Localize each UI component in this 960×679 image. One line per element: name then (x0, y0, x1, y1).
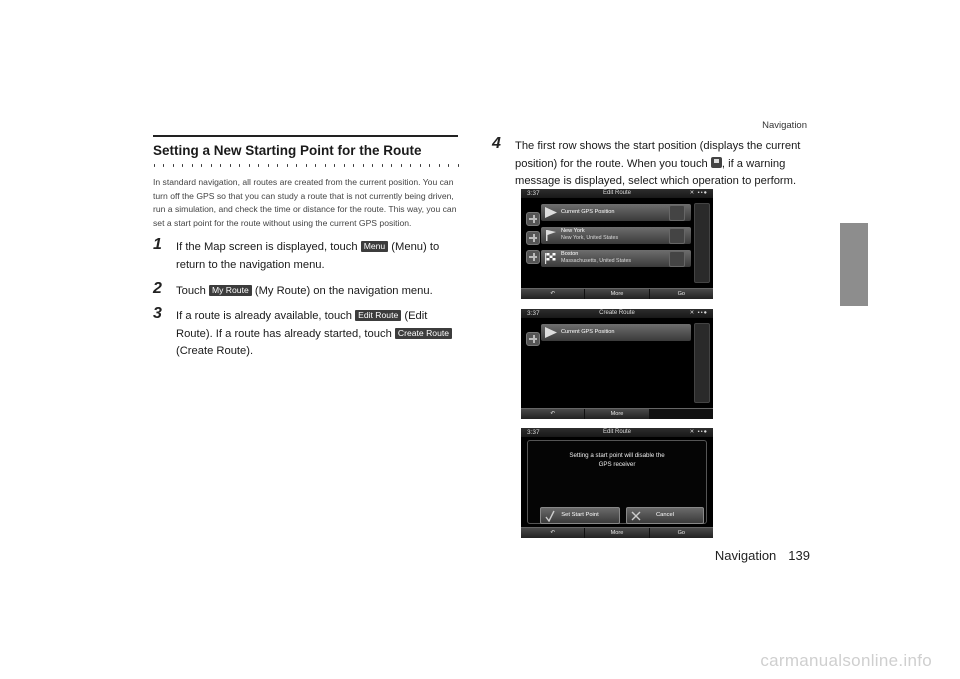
step-text: (Menu) to return to the navigation menu. (176, 241, 440, 271)
empty-slot (650, 409, 713, 419)
step-4 (492, 135, 812, 191)
status-bar (521, 189, 713, 198)
step-1 (153, 236, 458, 274)
status-icons: ✕ ▪•● (689, 310, 708, 316)
scrollbar[interactable] (694, 323, 710, 403)
step-number: 2 (153, 279, 162, 297)
row-subtitle: Massachusetts, United States (561, 258, 632, 264)
clock: 3:37 (527, 310, 540, 317)
go-button[interactable]: Go (677, 291, 686, 297)
message-line: Setting a start point will disable the (569, 452, 665, 459)
row-subtitle: New York, United States (561, 235, 619, 241)
cancel-button[interactable] (626, 507, 704, 524)
more-button[interactable]: More (585, 409, 649, 419)
checkered-flag-icon (544, 252, 558, 265)
create-route-screenshot (521, 309, 713, 419)
bottom-bar (521, 408, 713, 419)
watermark: carmanualsonline.info (760, 651, 932, 670)
menu-chip: Menu (361, 241, 389, 252)
title-rule (153, 135, 458, 137)
create-route-chip: Create Route (395, 328, 452, 339)
go-button[interactable]: Go (677, 530, 686, 536)
button-label: Set Start Point (561, 512, 599, 518)
step-text: Touch (176, 284, 209, 297)
warning-screenshot (521, 428, 713, 538)
step-number: 1 (153, 236, 162, 254)
step-text: The first row shows the start position (displays the current position) for the route. When you touch (515, 140, 801, 170)
edit-route-chip: Edit Route (355, 310, 401, 321)
dotted-divider (153, 164, 458, 167)
flag-button[interactable] (669, 205, 685, 221)
more-button[interactable]: More (585, 289, 649, 299)
edit-route-screenshot (521, 189, 713, 299)
row-name: Current GPS Position (561, 329, 615, 335)
dialog-area (521, 437, 713, 527)
back-button[interactable]: ↶ (521, 289, 585, 299)
running-head: Navigation (762, 120, 807, 131)
set-start-point-button[interactable] (540, 507, 620, 524)
start-arrow-icon (544, 206, 558, 219)
row-name: New York (561, 228, 585, 234)
page-footer (700, 548, 810, 563)
section-tab (840, 223, 868, 306)
warning-dialog (527, 440, 707, 524)
screen-title: Create Route (599, 310, 635, 316)
clock: 3:37 (527, 190, 540, 197)
flag-icon (544, 229, 558, 242)
route-list (521, 198, 713, 288)
start-flag-icon (711, 157, 722, 168)
step-text: (My Route) on the navigation menu. (251, 284, 433, 297)
left-column (153, 135, 458, 361)
warning-message (528, 451, 706, 469)
step-text: If a route is already available, touch (176, 310, 356, 323)
step-text: (Edit Route). If a route has already started, touch (176, 310, 428, 340)
row-name: Boston (561, 251, 579, 257)
page-number: 139 (788, 548, 810, 563)
step-number: 3 (153, 305, 162, 323)
cross-icon (631, 510, 641, 522)
more-button[interactable]: More (585, 528, 649, 538)
add-waypoint-icon[interactable] (526, 332, 540, 346)
button-label: Cancel (655, 512, 675, 518)
section-title: Setting a New Starting Point for the Route (153, 143, 422, 158)
right-column (492, 135, 812, 191)
step-3 (153, 305, 458, 361)
back-button[interactable]: ↶ (521, 528, 585, 538)
screen-title: Edit Route (602, 190, 632, 196)
delete-icon[interactable] (669, 251, 685, 267)
step-text: (Create Route). (176, 345, 254, 358)
route-list (521, 318, 713, 408)
footer-section: Navigation (714, 548, 777, 563)
step-text: If the Map screen is displayed, touch (176, 241, 361, 254)
intro-paragraph: In standard navigation, all routes are created from the current position. You can turn off the GPS so that you can study a route that is not currently being driven, run a simulation, and check the time or distance for the route. This way, you can set a start point for the route without using the current GPS position. (153, 177, 457, 228)
back-button[interactable]: ↶ (521, 409, 585, 419)
route-row-start[interactable] (541, 324, 691, 341)
message-line: GPS receiver (598, 461, 636, 468)
bottom-bar (521, 288, 713, 299)
status-bar (521, 309, 713, 318)
delete-icon[interactable] (669, 228, 685, 244)
add-waypoint-icon[interactable] (526, 212, 540, 226)
screen-title: Edit Route (602, 429, 632, 435)
add-waypoint-icon[interactable] (526, 250, 540, 264)
checkmark-icon (545, 510, 555, 522)
row-name: Current GPS Position (561, 209, 615, 215)
scrollbar[interactable] (694, 203, 710, 283)
status-icons: ✕ ▪•● (689, 429, 708, 435)
add-waypoint-icon[interactable] (526, 231, 540, 245)
step-2 (153, 279, 458, 301)
clock: 3:37 (527, 429, 540, 436)
start-arrow-icon (544, 326, 558, 339)
step-number: 4 (492, 135, 501, 152)
bottom-bar (521, 527, 713, 538)
my-route-chip: My Route (209, 285, 252, 296)
status-bar (521, 428, 713, 437)
status-icons: ✕ ▪•● (689, 190, 708, 196)
step-text: , if a warning message is displayed, select which operation to perform. (515, 157, 797, 188)
